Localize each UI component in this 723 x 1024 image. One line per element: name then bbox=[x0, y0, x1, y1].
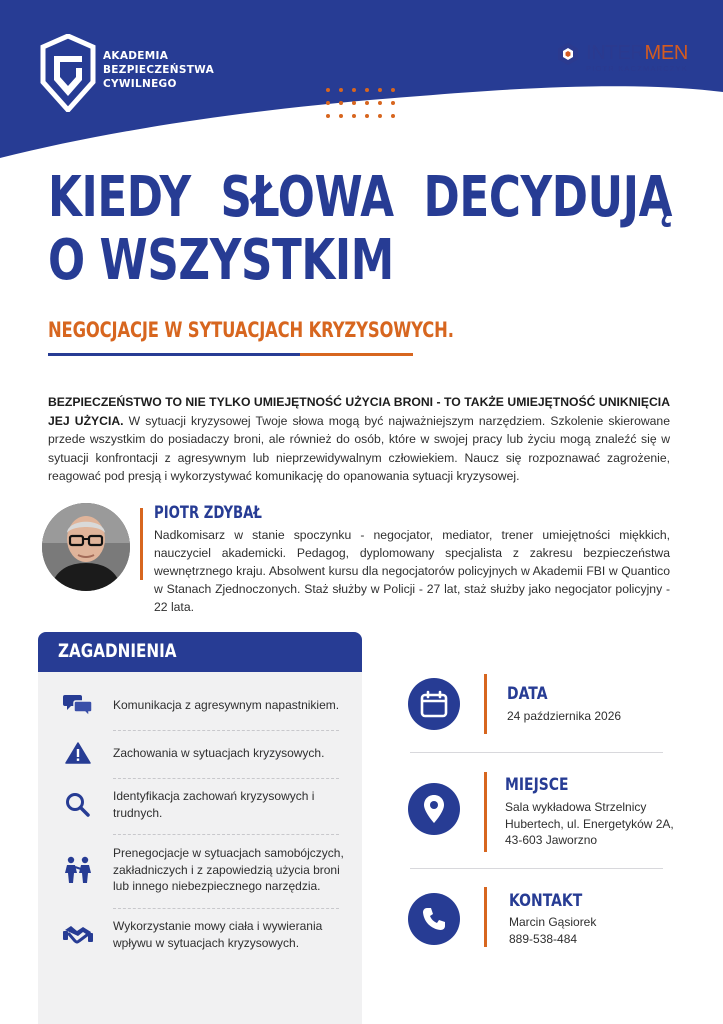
academy-logo-icon bbox=[40, 34, 96, 112]
topic-text: Zachowania w sytuacjach kryzysowych. bbox=[113, 745, 325, 760]
topic-item bbox=[58, 738, 344, 768]
intermen-word-part: INTER bbox=[586, 42, 645, 64]
calendar-icon bbox=[408, 678, 460, 730]
contact-name: Marcin Gąsiorek bbox=[509, 915, 597, 929]
trainer-bio: Nadkomisarz w stanie spoczynku - negocjator, mediator, trener umiejętności miękkich, nauczyciel akademicki. Pedagog, dyplomowany specjalista z zakresu bezpieczeństwa wewnętrznego kraju. Absolwent kursu dla negocjatorów policyjnych w Akademii FBI w Quantico w Stanach Zjednoczonych. Staż służby w Policji - 27 lat, staż służby jako negocjator policyjny - 22 lata. bbox=[154, 528, 670, 614]
phone-icon bbox=[408, 893, 460, 945]
place-accent-bar bbox=[484, 772, 487, 852]
contact-details bbox=[509, 914, 596, 947]
contact-phone: 889-538-484 bbox=[509, 931, 578, 946]
intermen-word-part: MEN bbox=[644, 42, 689, 64]
contact-label: KONTAKT bbox=[509, 891, 583, 911]
topic-item bbox=[58, 788, 344, 822]
topic-item bbox=[58, 690, 344, 720]
contact-accent-bar bbox=[484, 887, 487, 947]
topic-item bbox=[58, 918, 344, 952]
intermen-wordmark bbox=[586, 42, 688, 64]
location-pin-icon bbox=[408, 783, 460, 835]
academy-name-line: BEZPIECZEŃSTWA bbox=[103, 64, 215, 76]
intermen-logo bbox=[556, 40, 696, 76]
date-value: 24 października 2026 bbox=[507, 709, 622, 723]
trainer-name: PIOTR ZDYBAŁ bbox=[154, 503, 262, 523]
title-word: SŁOWA bbox=[220, 165, 394, 230]
place-label: MIEJSCE bbox=[505, 775, 569, 795]
handshake-icon bbox=[62, 920, 94, 950]
page-title bbox=[48, 166, 672, 292]
subtitle-underline-orange bbox=[300, 353, 413, 356]
title-line-2: O WSZYSTKIM bbox=[48, 228, 394, 293]
topic-divider bbox=[113, 730, 339, 731]
date-accent-bar bbox=[484, 674, 487, 734]
title-word: DECYDUJĄ bbox=[423, 165, 672, 230]
place-address bbox=[505, 799, 674, 849]
intermen-tagline: PIOTR KACZMARCZYK bbox=[586, 64, 689, 73]
topic-text: Komunikacja z agresywnym napastnikiem. bbox=[113, 697, 340, 712]
intro-lead: BEZPIECZEŃSTWO TO NIE TYLKO UMIEJĘTNOŚĆ UŻYCIA BRONI - TO TAKŻE UMIEJĘTNOŚĆ UNIKNIĘCIA JEJ UŻYCIA. bbox=[48, 395, 670, 428]
warning-icon bbox=[62, 738, 94, 768]
topics-header bbox=[38, 632, 362, 672]
topic-divider bbox=[113, 834, 339, 835]
people-icon bbox=[62, 855, 94, 885]
topic-divider bbox=[113, 778, 339, 779]
decorative-dots bbox=[324, 86, 400, 120]
date-label: DATA bbox=[507, 684, 548, 704]
intro-body: W sytuacji kryzysowej Twoje słowa mogą być najważniejszym narzędziem. Szkolenie skierowane przede wszystkim do posiadaczy broni, ale również do osób, które w swojej pracy lub życiu mogą znaleźć się w sytuacji konfrontacji z agresywnym lub nieprzewidywalnym człowiekiem. Naucz się rozpoznawać zagrożenie, reagować pod presją i wykorzystywać komunikację do opanowania sytuacji kryzysowej. bbox=[48, 413, 670, 484]
topic-text: Identyfikacja zachowań kryzysowych i trudnych. bbox=[113, 789, 315, 820]
place-line: Sala wykładowa Strzelnicy bbox=[505, 800, 647, 814]
page-subtitle: NEGOCJACJE W SYTUACJACH KRYZYSOWYCH. bbox=[48, 318, 454, 342]
magnifier-icon bbox=[62, 790, 94, 820]
info-divider bbox=[410, 752, 663, 753]
topic-text: Prenegocjacje w sytuacjach samobójczych, zakładniczych i z zapowiedzią użycia broni lub innego niebezpiecznego narzędzia. bbox=[113, 846, 344, 894]
topics-panel bbox=[38, 632, 362, 1024]
topic-divider bbox=[113, 908, 339, 909]
trainer-avatar bbox=[42, 503, 130, 591]
title-line-1 bbox=[48, 166, 672, 229]
trainer-accent-bar bbox=[140, 508, 143, 580]
place-line: Hubertech, ul. Energetyków 2A, bbox=[505, 816, 674, 831]
subtitle-underline-blue bbox=[48, 353, 300, 356]
academy-name bbox=[103, 49, 214, 91]
title-word: KIEDY bbox=[48, 165, 191, 230]
academy-name-line: AKADEMIA bbox=[103, 50, 169, 62]
topic-item bbox=[58, 844, 344, 896]
intro-paragraph bbox=[48, 393, 670, 486]
academy-name-line: CYWILNEGO bbox=[103, 78, 177, 90]
topic-text: Wykorzystanie mowy ciała i wywierania wpływu w sytuacjach kryzysowych. bbox=[113, 919, 323, 950]
chat-bubbles-icon bbox=[62, 690, 94, 720]
place-line: 43-603 Jaworzno bbox=[505, 833, 598, 847]
topics-title: ZAGADNIENIA bbox=[58, 640, 177, 662]
intermen-mark-icon bbox=[556, 42, 580, 66]
info-divider bbox=[410, 868, 663, 869]
